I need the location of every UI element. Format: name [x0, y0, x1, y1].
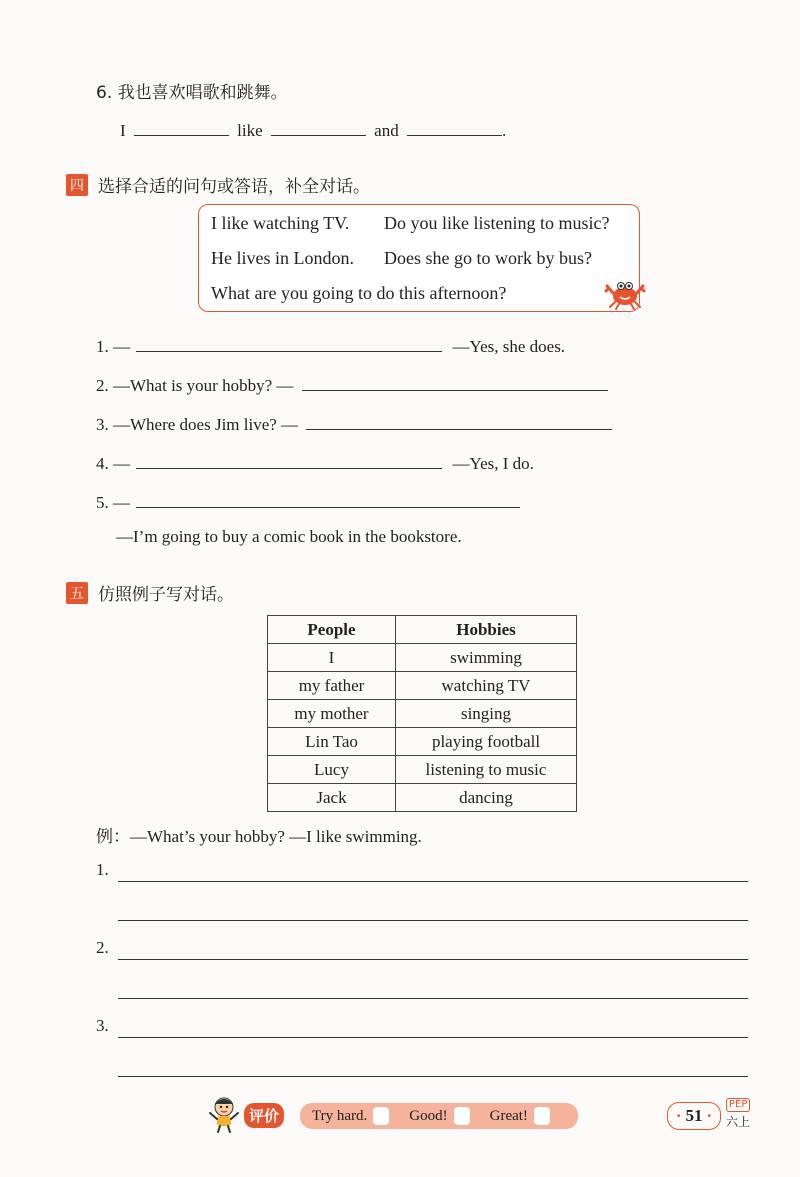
- q6-blank-2[interactable]: [271, 117, 366, 136]
- question-2-blank[interactable]: [302, 372, 608, 391]
- question-1: [96, 333, 565, 357]
- question-5: [96, 489, 520, 513]
- question-5-number: 5. —: [96, 493, 130, 512]
- question-1-blank[interactable]: [136, 333, 442, 352]
- table-header-hobbies: Hobbies: [396, 616, 577, 644]
- section-4-badge: 四: [66, 174, 88, 196]
- question-4-blank[interactable]: [136, 450, 442, 469]
- question-2: [96, 372, 608, 396]
- great-label: Great!: [489, 1107, 528, 1124]
- hobbies-table: [267, 615, 577, 812]
- eval-label: 评价: [244, 1103, 284, 1128]
- table-cell-hobby: watching TV: [396, 672, 577, 700]
- option-1: I like watching TV.: [211, 213, 350, 233]
- section-5-title: 仿照例子写对话。: [98, 585, 234, 605]
- question-2-text: 2. —What is your hobby? —: [96, 376, 294, 395]
- q6-word-and: and: [374, 121, 399, 140]
- question-4-number: 4. —: [96, 454, 130, 473]
- table-cell-hobby: dancing: [396, 784, 577, 812]
- option-4: Does she go to work by bus?: [384, 248, 592, 268]
- q6-word-like: like: [237, 121, 263, 140]
- table-cell-hobby: swimming: [396, 644, 577, 672]
- write-line-1a[interactable]: [118, 880, 748, 882]
- table-row: [268, 644, 577, 672]
- option-2: Do you like listening to music?: [384, 213, 610, 233]
- write-3-number: 3.: [96, 1016, 109, 1035]
- table-cell-hobby: singing: [396, 700, 577, 728]
- table-header-people: People: [268, 616, 396, 644]
- kid-mascot-icon: [206, 1094, 242, 1134]
- q6-prompt: 6. 我也喜欢唱歌和跳舞。: [96, 83, 288, 103]
- question-3: [96, 411, 612, 435]
- page-number-badge: · 51 ·: [667, 1102, 721, 1130]
- question-5-answer: —I’m going to buy a comic book in the bookstore.: [116, 527, 462, 546]
- crab-icon: [604, 276, 646, 310]
- section-5-badge: 五: [66, 582, 88, 604]
- table-cell-person: Lin Tao: [268, 728, 396, 756]
- try-hard-label: Try hard.: [312, 1107, 368, 1124]
- section-4-header: [66, 172, 370, 197]
- q6-period: .: [501, 121, 507, 140]
- table-row: [268, 728, 577, 756]
- eval-bar: [300, 1103, 578, 1129]
- q6-blank-1[interactable]: [134, 117, 229, 136]
- table-row: [268, 700, 577, 728]
- table-cell-person: my mother: [268, 700, 396, 728]
- question-4: [96, 450, 534, 474]
- q6-word-i: I: [120, 121, 126, 140]
- section-4-title: 选择合适的问句或答语，补全对话。: [98, 177, 370, 197]
- write-line-2a[interactable]: [118, 958, 748, 960]
- write-1-number: 1.: [96, 860, 109, 879]
- write-2-number: 2.: [96, 938, 109, 957]
- write-line-3a[interactable]: [118, 1036, 748, 1038]
- great-checkbox[interactable]: [534, 1107, 550, 1125]
- table-row: [268, 784, 577, 812]
- question-3-text: 3. —Where does Jim live? —: [96, 415, 299, 434]
- option-3: He lives in London.: [211, 248, 354, 268]
- grade-label: 六上: [726, 1115, 751, 1129]
- table-cell-person: my father: [268, 672, 396, 700]
- write-line-2b[interactable]: [118, 997, 748, 999]
- section-5-header: [66, 580, 234, 605]
- good-label: Good!: [409, 1107, 448, 1124]
- table-cell-person: I: [268, 644, 396, 672]
- table-cell-person: Lucy: [268, 756, 396, 784]
- page-number: 51: [685, 1106, 703, 1125]
- example-sentence: 例：—What’s your hobby? —I like swimming.: [96, 827, 422, 846]
- option-5: What are you going to do this afternoon?: [211, 283, 507, 303]
- question-1-number: 1. —: [96, 337, 130, 356]
- question-1-tail: —Yes, she does.: [452, 337, 566, 356]
- pep-label: PEP: [726, 1098, 750, 1112]
- write-line-1b[interactable]: [118, 919, 748, 921]
- table-row: [268, 756, 577, 784]
- good-checkbox[interactable]: [454, 1107, 470, 1125]
- q6-sentence: [120, 117, 506, 141]
- write-line-3b[interactable]: [118, 1075, 748, 1077]
- question-5-blank[interactable]: [136, 489, 520, 508]
- question-3-blank[interactable]: [306, 411, 612, 430]
- table-row: [268, 672, 577, 700]
- try-hard-checkbox[interactable]: [373, 1107, 389, 1125]
- table-cell-hobby: playing football: [396, 728, 577, 756]
- q6-blank-3[interactable]: [407, 117, 502, 136]
- table-cell-person: Jack: [268, 784, 396, 812]
- question-4-tail: —Yes, I do.: [452, 454, 534, 473]
- table-cell-hobby: listening to music: [396, 756, 577, 784]
- table-header-row: [268, 616, 577, 644]
